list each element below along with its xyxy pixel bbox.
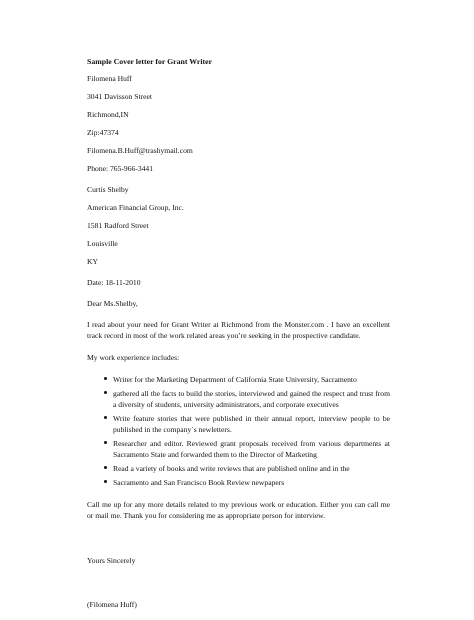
list-item — [104, 413, 390, 435]
sender-address — [87, 73, 390, 174]
list-item — [104, 374, 390, 385]
experience-heading: My work experience includes: — [87, 353, 180, 362]
list-item-text: Researcher and editor. Reviewed grant proposals received from various departments at Sacramento State and forwarded them to the Director of Marketing — [113, 439, 390, 459]
sender-street: 3041 Davisson Street — [87, 92, 152, 101]
letter-body — [87, 56, 390, 620]
list-item-text: Writer for the Marketing Department of California State University, Sacramento — [113, 375, 357, 384]
experience-list — [87, 374, 390, 488]
list-item — [104, 438, 390, 460]
sign-off-block — [87, 555, 390, 566]
bullet-icon — [104, 391, 107, 394]
bullet-icon — [104, 480, 107, 483]
bullet-icon — [104, 377, 107, 380]
sender-zip: Zip:47374 — [87, 128, 119, 137]
list-item-text: Sacramento and San Francisco Book Review newpapers — [113, 478, 285, 487]
list-item-text: Read a variety of books and write reviews that are published online and in the — [113, 464, 350, 473]
recipient-state: KY — [87, 257, 98, 266]
list-item-text: gathered all the facts to build the stories, interviewed and gained the respect and trust from a diversity of students, university administrators, and corporate executives — [113, 389, 390, 409]
list-item — [104, 477, 390, 488]
bullet-icon — [104, 416, 107, 419]
bullet-icon — [104, 441, 107, 444]
list-item-text: Write feature stories that were published in their annual report, interview people to be published in the company`s newletters. — [113, 414, 390, 434]
spacer — [87, 576, 390, 599]
intro-paragraph: I read about your need for Grant Writer at Richmond from the Monster.com . I have an excellent track record in most of the work related areas you’re seeking in the prospective candidate. — [87, 320, 390, 340]
sender-name: Filomena Huff — [87, 74, 132, 83]
letter-date: Date: 18-11-2010 — [87, 278, 141, 287]
salutation-block — [87, 298, 390, 309]
list-item — [104, 463, 390, 474]
signature: (Filomena Huff) — [87, 600, 137, 609]
recipient-city: Louisville — [87, 239, 118, 248]
salutation: Dear Ms.Shelby, — [87, 299, 138, 308]
recipient-name: Curtis Shelby — [87, 185, 129, 194]
recipient-address — [87, 184, 390, 267]
list-item — [104, 388, 390, 410]
signature-block — [87, 599, 390, 610]
letter-date-block — [87, 277, 390, 288]
sender-city: Richmond,IN — [87, 110, 129, 119]
sign-off: Yours Sincerely — [87, 556, 136, 565]
recipient-company: American Financial Group, Inc. — [87, 203, 184, 212]
bullet-icon — [104, 466, 107, 469]
spacer — [87, 532, 390, 555]
letter-title: Sample Cover letter for Grant Writer — [87, 57, 213, 66]
recipient-street: 1581 Radford Street — [87, 221, 149, 230]
sender-email: Filomena.B.Huff@trashymail.com — [87, 146, 193, 155]
closing-paragraph: Call me up for any more details related to my previous work or education. Either you can call me or mail me. Thank you for considering me as appropriate person for interview. — [87, 500, 390, 520]
sender-phone: Phone: 765-966-3441 — [87, 164, 154, 173]
